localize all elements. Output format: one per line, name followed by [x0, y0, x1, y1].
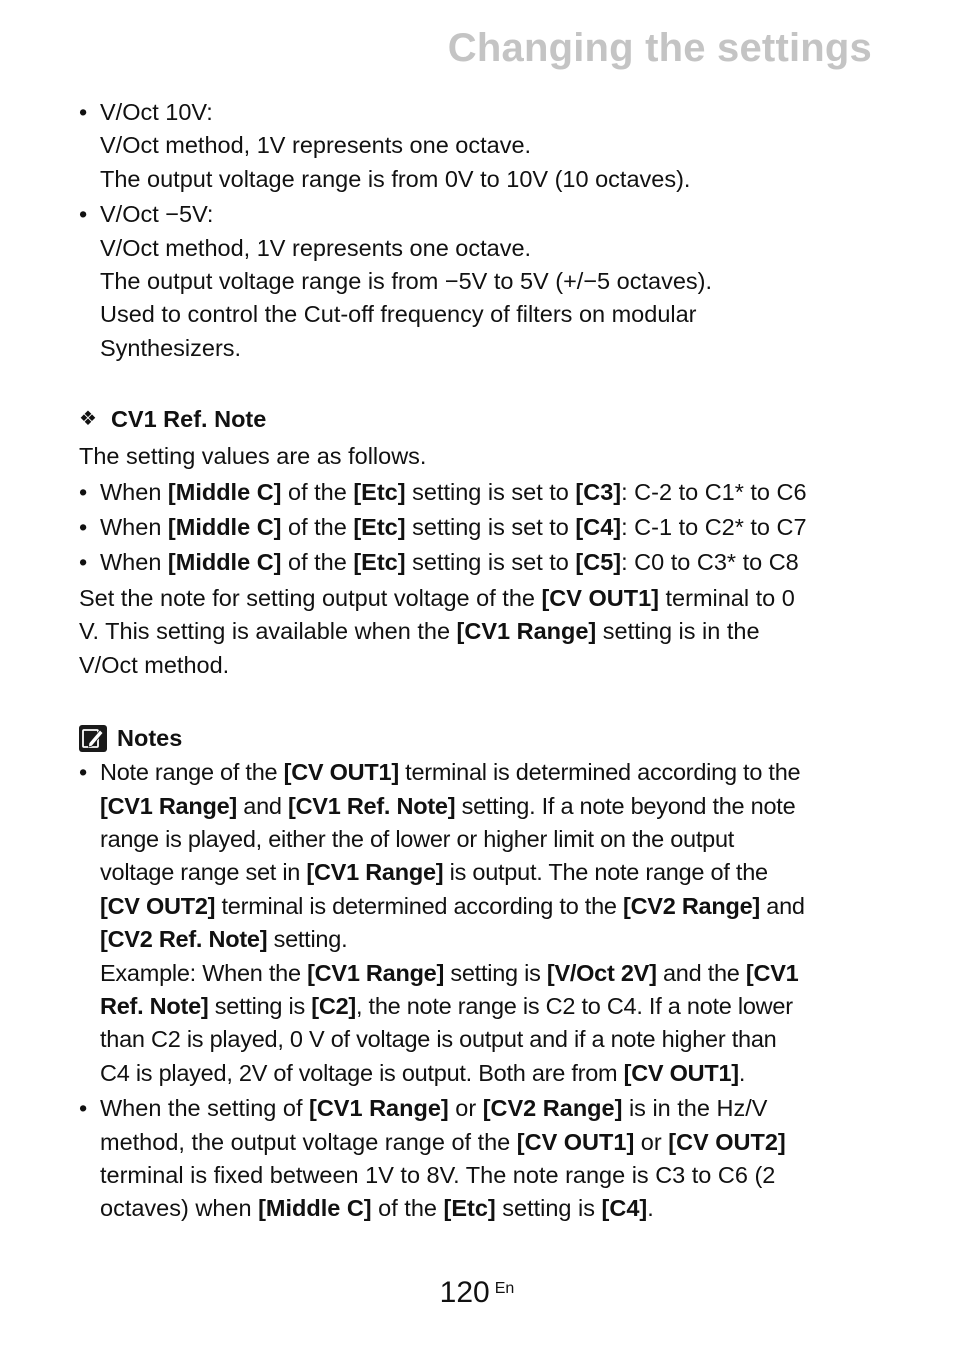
text: : C-1 to C2* to C7 [621, 514, 807, 541]
text: terminal is determined according to the [215, 892, 623, 919]
text: setting is [444, 959, 547, 986]
text: method, the output voltage range of the [100, 1128, 517, 1155]
setting-label: [Middle C] [167, 478, 282, 505]
list-item-text: V/Oct method, 1V represents one octave. [100, 234, 532, 261]
setting-label: [CV2 Ref. Note] [100, 926, 268, 953]
bullet-icon: • [79, 201, 88, 228]
text: setting is set to [405, 514, 576, 541]
list-item-title: V/Oct −5V: [100, 201, 214, 228]
bullet-icon: • [79, 759, 87, 786]
setting-label: [CV1 Range] [309, 1095, 449, 1122]
text: of the [281, 478, 354, 505]
bullet-icon: • [79, 549, 88, 576]
setting-value: [C2] [311, 992, 356, 1019]
setting-label: [CV1 Range] [307, 959, 445, 986]
text: , the note range is C2 to C4. If a note lower [355, 992, 793, 1019]
text: and [236, 792, 288, 819]
text: and [759, 892, 805, 919]
list-item-text: The output voltage range is from 0V to 10V (10 octaves). [100, 165, 691, 192]
list-item-c3 [79, 476, 879, 509]
setting-label: [CV1 Range] [456, 618, 597, 645]
setting-label: [Etc] [353, 549, 406, 576]
text: terminal is fixed between 1V to 8V. The note range is C3 to C6 (2 [100, 1161, 776, 1188]
text: When the setting of [100, 1095, 310, 1122]
language-label: En [494, 1280, 515, 1297]
terminal-label: [CV OUT1] [516, 1128, 635, 1155]
notes-heading [79, 720, 879, 756]
text: than C2 is played, 0 V of voltage is output and if a note higher than [100, 1026, 777, 1053]
setting-label: [CV1 Ref. Note] [288, 792, 456, 819]
text: Note range of the [100, 759, 284, 786]
setting-label: [Middle C] [167, 514, 282, 541]
text: is in the Hz/V [622, 1095, 768, 1122]
text: terminal is determined according to the [398, 759, 801, 786]
diamond-icon: ❖ [79, 408, 97, 431]
setting-label: [CV1 Range] [306, 859, 444, 886]
list-item-text: Synthesizers. [100, 334, 242, 361]
list-item-text: The output voltage range is from −5V to 5V (+/−5 octaves). [100, 268, 712, 295]
setting-label: [Etc] [353, 514, 406, 541]
page-content [79, 96, 879, 1226]
notes-heading-text: Notes [117, 725, 183, 752]
list-item-text: Used to control the Cut-off frequency of filters on modular [100, 301, 697, 328]
terminal-label: [CV OUT2] [668, 1128, 786, 1155]
list-item-c4 [79, 511, 879, 544]
setting-value: [C4] [601, 1195, 648, 1222]
text: voltage range set in [100, 859, 307, 886]
text: setting is [495, 1195, 602, 1222]
setting-label: [Middle C] [258, 1195, 372, 1222]
text: setting. If a note beyond the note [455, 792, 796, 819]
page-number-value: 120 [439, 1276, 490, 1309]
text: : C-2 to C1* to C6 [621, 478, 807, 505]
terminal-label: [CV OUT1] [283, 759, 399, 786]
page-number [0, 1276, 954, 1310]
text: of the [371, 1195, 444, 1222]
setting-label: [CV1 Range] [100, 792, 237, 819]
text: is output. The note range of the [443, 859, 768, 886]
text: When [100, 514, 168, 541]
text: and the [656, 959, 746, 986]
bullet-icon: • [79, 1095, 88, 1122]
setting-label: [Etc] [443, 1195, 496, 1222]
setting-value: [V/Oct 2V] [546, 959, 657, 986]
text: or [448, 1095, 483, 1122]
setting-label: [CV2 Range] [623, 892, 760, 919]
terminal-label: [CV OUT2] [100, 892, 216, 919]
text: setting. [267, 926, 348, 953]
list-item-text: V/Oct method, 1V represents one octave. [100, 132, 532, 159]
page-title: Changing the settings [447, 26, 872, 70]
bullet-icon: • [79, 99, 88, 125]
note-item-1 [79, 756, 879, 1090]
text: of the [281, 514, 354, 541]
intro-text: The setting values are as follows. [79, 443, 427, 470]
text: When [100, 549, 168, 576]
text: When [100, 478, 168, 505]
setting-label: [Etc] [353, 478, 406, 505]
text: setting is set to [405, 478, 576, 505]
section-heading-cv1-ref-note [79, 402, 879, 436]
text: terminal to 0 [658, 584, 795, 611]
description-paragraph [79, 582, 879, 682]
terminal-label: [CV OUT1] [541, 584, 659, 611]
text: of the [281, 549, 354, 576]
setting-value: [C3] [575, 478, 622, 505]
text: Example: When the [100, 959, 308, 986]
text: setting is [208, 992, 312, 1019]
text: V. This setting is available when the [79, 618, 457, 645]
list-item-voct-minus5v [79, 198, 879, 365]
list-item-title: V/Oct 10V: [100, 99, 213, 125]
setting-label: [CV2 Range] [482, 1095, 623, 1122]
text: C4 is played, 2V of voltage is output. Both are from [100, 1059, 624, 1086]
text: V/Oct method. [79, 651, 230, 678]
text: octaves) when [100, 1195, 259, 1222]
setting-label: [CV1 [745, 959, 799, 986]
note-item-2 [79, 1092, 879, 1226]
setting-label: [Middle C] [167, 549, 282, 576]
pencil-note-icon [79, 725, 107, 752]
bullet-icon: • [79, 478, 88, 505]
list-item-c5 [79, 546, 879, 579]
setting-label: Ref. Note] [100, 992, 209, 1019]
text: Set the note for setting output voltage of the [79, 584, 542, 611]
text: setting is set to [405, 549, 576, 576]
terminal-label: [CV OUT1] [623, 1059, 739, 1086]
section-heading-text: CV1 Ref. Note [110, 406, 267, 433]
list-item-voct-10v [79, 96, 879, 196]
setting-value: [C4] [575, 514, 622, 541]
bullet-icon: • [79, 514, 88, 541]
text: setting is in the [596, 618, 760, 645]
text: . [738, 1059, 746, 1086]
setting-value: [C5] [575, 549, 622, 576]
text: or [634, 1128, 669, 1155]
text: range is played, either the of lower or higher limit on the output [100, 825, 735, 852]
text: . [647, 1195, 654, 1222]
text: : C0 to C3* to C8 [621, 549, 799, 576]
